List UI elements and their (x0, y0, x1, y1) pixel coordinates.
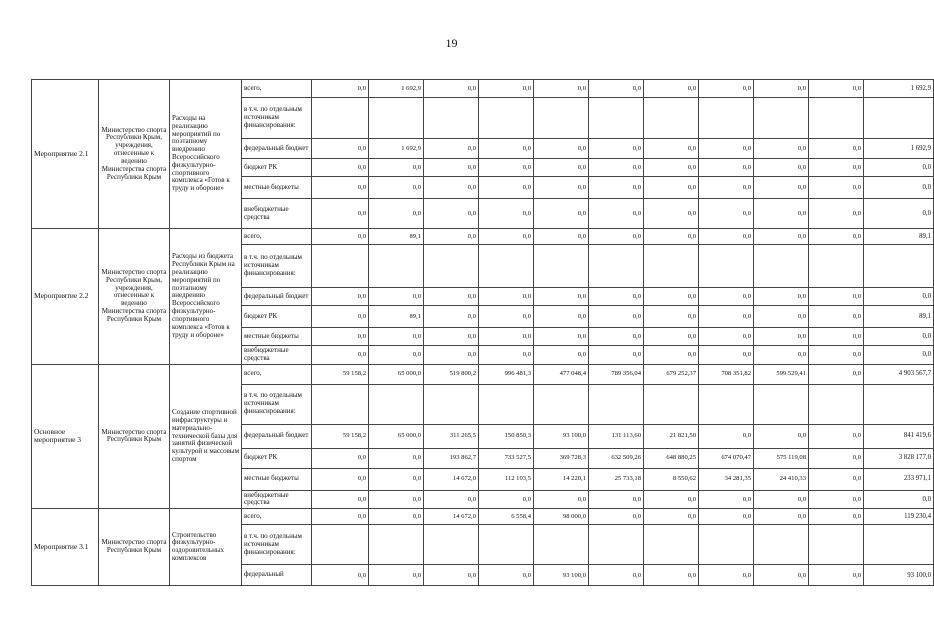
amount-cell: 0,0 (312, 468, 369, 490)
amount-cell: 0,0 (312, 448, 369, 468)
amount-cell: 0,0 (479, 288, 534, 306)
amount-cell: 0,0 (534, 139, 589, 159)
amount-cell: 0,0 (369, 490, 424, 509)
amount-cell: 599 529,41 (754, 364, 809, 384)
amount-cell: 0,0 (809, 448, 864, 468)
amount-cell (369, 98, 424, 139)
amount-cell (589, 384, 644, 424)
amount-cell: 0,0 (809, 565, 864, 586)
amount-cell: 0,0 (809, 346, 864, 365)
amount-cell: 708 351,82 (699, 364, 754, 384)
amount-cell: 0,0 (754, 328, 809, 346)
amount-cell: 98 000,0 (534, 509, 589, 525)
amount-cell: 0,0 (644, 490, 699, 509)
amount-cell: 0,0 (699, 424, 754, 448)
amount-cell: 0,0 (479, 199, 534, 229)
amount-cell: 632 509,26 (589, 448, 644, 468)
amount-cell: 0,0 (424, 565, 479, 586)
amount-cell: 0,0 (369, 509, 424, 525)
amount-cell: 0,0 (534, 229, 589, 245)
amount-cell: 575 119,08 (754, 448, 809, 468)
amount-cell (479, 245, 534, 288)
amount-cell: 0,0 (699, 139, 754, 159)
amount-cell: 0,0 (534, 199, 589, 229)
amount-cell (644, 384, 699, 424)
amount-cell (589, 525, 644, 565)
total-cell: 233 971,1 (864, 468, 934, 490)
funding-source: всего, (242, 509, 312, 525)
amount-cell: 674 070,47 (699, 448, 754, 468)
amount-cell: 0,0 (754, 139, 809, 159)
amount-cell (754, 384, 809, 424)
amount-cell: 131 113,60 (589, 424, 644, 448)
amount-cell (809, 525, 864, 565)
funding-source: всего, (242, 364, 312, 384)
total-cell: 119 230,4 (864, 509, 934, 525)
total-cell: 0,0 (864, 490, 934, 509)
amount-cell: 0,0 (424, 139, 479, 159)
amount-cell: 0,0 (589, 328, 644, 346)
amount-cell: 0,0 (589, 229, 644, 245)
funding-source: федеральный бюджет (242, 139, 312, 159)
amount-cell: 193 862,7 (424, 448, 479, 468)
amount-cell: 0,0 (809, 229, 864, 245)
table-row (32, 229, 934, 245)
amount-cell: 679 252,37 (644, 364, 699, 384)
amount-cell: 0,0 (699, 80, 754, 98)
amount-cell: 0,0 (644, 565, 699, 586)
amount-cell: 0,0 (312, 80, 369, 98)
amount-cell (479, 525, 534, 565)
amount-cell: 0,0 (479, 346, 534, 365)
amount-cell: 1 692,9 (369, 139, 424, 159)
amount-cell: 0,0 (809, 490, 864, 509)
amount-cell: 59 158,2 (312, 424, 369, 448)
amount-cell: 0,0 (699, 306, 754, 328)
amount-cell: 0,0 (312, 139, 369, 159)
amount-cell (699, 245, 754, 288)
amount-cell: 0,0 (312, 159, 369, 177)
amount-cell (534, 98, 589, 139)
amount-cell: 0,0 (644, 346, 699, 365)
amount-cell: 0,0 (369, 448, 424, 468)
total-cell (864, 384, 934, 424)
amount-cell: 0,0 (699, 565, 754, 586)
amount-cell: 0,0 (589, 159, 644, 177)
amount-cell: 6 558,4 (479, 509, 534, 525)
total-cell: 1 692,9 (864, 80, 934, 98)
amount-cell: 0,0 (369, 159, 424, 177)
item-description: Расходы на реализацию мероприятий по поэтапному внедрению Всероссийского физкультурно-спортивного комплекса «Готов к труду и обороне» (170, 80, 242, 229)
funding-source: в т.ч. по отдельным источникам финансирования: (242, 525, 312, 565)
amount-cell: 0,0 (424, 490, 479, 509)
amount-cell (754, 245, 809, 288)
amount-cell: 14 220,1 (534, 468, 589, 490)
total-cell: 841 419,6 (864, 424, 934, 448)
amount-cell: 34 281,35 (699, 468, 754, 490)
amount-cell: 14 672,0 (424, 509, 479, 525)
funding-source: внебюджетные средства (242, 490, 312, 509)
amount-cell: 0,0 (754, 424, 809, 448)
amount-cell: 0,0 (369, 199, 424, 229)
amount-cell: 0,0 (754, 490, 809, 509)
amount-cell: 0,0 (479, 306, 534, 328)
responsible-executor: Министерство спорта Республики Крым (99, 364, 170, 509)
amount-cell: 150 850,3 (479, 424, 534, 448)
total-cell: 4 903 567,7 (864, 364, 934, 384)
funding-source: федеральный бюджет (242, 424, 312, 448)
amount-cell: 0,0 (424, 199, 479, 229)
amount-cell: 0,0 (369, 346, 424, 365)
amount-cell: 1 692,9 (369, 80, 424, 98)
amount-cell (312, 98, 369, 139)
funding-source: внебюджетные средства (242, 199, 312, 229)
amount-cell: 0,0 (754, 565, 809, 586)
amount-cell: 0,0 (644, 80, 699, 98)
amount-cell: 0,0 (479, 229, 534, 245)
amount-cell: 0,0 (809, 199, 864, 229)
amount-cell: 0,0 (589, 490, 644, 509)
amount-cell: 0,0 (754, 177, 809, 199)
total-cell: 0,0 (864, 328, 934, 346)
total-cell: 1 692,9 (864, 139, 934, 159)
amount-cell: 0,0 (644, 139, 699, 159)
responsible-executor: Министерство спорта Республики Крым, учреждения, отнесенные к ведению Министерства спорта Республики Крым (99, 80, 170, 229)
table-row (32, 80, 934, 98)
item-name: Основное мероприятие 3 (32, 364, 99, 509)
amount-cell: 0,0 (369, 328, 424, 346)
amount-cell: 0,0 (424, 346, 479, 365)
amount-cell (424, 98, 479, 139)
amount-cell: 14 672,0 (424, 468, 479, 490)
amount-cell: 0,0 (699, 159, 754, 177)
amount-cell (699, 98, 754, 139)
funding-source: местные бюджеты (242, 177, 312, 199)
amount-cell: 0,0 (589, 288, 644, 306)
amount-cell: 0,0 (424, 306, 479, 328)
total-cell: 89,1 (864, 229, 934, 245)
amount-cell: 0,0 (754, 80, 809, 98)
amount-cell: 0,0 (369, 288, 424, 306)
amount-cell: 0,0 (534, 346, 589, 365)
amount-cell: 0,0 (534, 80, 589, 98)
funding-source: в т.ч. по отдельным источникам финансирования: (242, 245, 312, 288)
funding-source: бюджет РК (242, 448, 312, 468)
amount-cell: 0,0 (424, 80, 479, 98)
amount-cell: 0,0 (644, 229, 699, 245)
responsible-executor: Министерство спорта Республики Крым, учреждения, отнесенные к ведению Министерства спорта Республики Крым (99, 229, 170, 365)
funding-source: в т.ч. по отдельным источникам финансирования: (242, 384, 312, 424)
amount-cell: 733 527,5 (479, 448, 534, 468)
amount-cell: 25 733,18 (589, 468, 644, 490)
funding-source: всего, (242, 229, 312, 245)
amount-cell: 0,0 (809, 288, 864, 306)
amount-cell: 0,0 (589, 80, 644, 98)
amount-cell: 0,0 (312, 490, 369, 509)
amount-cell: 0,0 (312, 565, 369, 586)
amount-cell: 0,0 (589, 565, 644, 586)
item-name: Мероприятие 2.2 (32, 229, 99, 365)
funding-source: местные бюджеты (242, 468, 312, 490)
amount-cell: 0,0 (809, 468, 864, 490)
amount-cell: 311 265,5 (424, 424, 479, 448)
amount-cell (534, 245, 589, 288)
amount-cell: 0,0 (644, 288, 699, 306)
total-cell (864, 245, 934, 288)
amount-cell: 0,0 (699, 509, 754, 525)
amount-cell: 0,0 (312, 328, 369, 346)
amount-cell (534, 525, 589, 565)
amount-cell: 0,0 (534, 328, 589, 346)
amount-cell: 0,0 (479, 139, 534, 159)
amount-cell: 0,0 (424, 229, 479, 245)
amount-cell: 996 481,3 (479, 364, 534, 384)
amount-cell: 8 550,62 (644, 468, 699, 490)
amount-cell: 0,0 (699, 346, 754, 365)
amount-cell: 0,0 (644, 177, 699, 199)
amount-cell: 0,0 (424, 328, 479, 346)
amount-cell: 93 100,0 (534, 565, 589, 586)
amount-cell: 0,0 (589, 199, 644, 229)
amount-cell: 0,0 (809, 509, 864, 525)
amount-cell (809, 384, 864, 424)
funding-source: местные бюджеты (242, 328, 312, 346)
amount-cell (479, 384, 534, 424)
amount-cell (809, 245, 864, 288)
table-row (32, 364, 934, 384)
amount-cell (312, 525, 369, 565)
total-cell: 93 100,0 (864, 565, 934, 586)
amount-cell: 0,0 (534, 288, 589, 306)
total-cell: 0,0 (864, 159, 934, 177)
amount-cell: 0,0 (644, 159, 699, 177)
funding-source: бюджет РК (242, 159, 312, 177)
amount-cell (644, 98, 699, 139)
amount-cell: 0,0 (589, 177, 644, 199)
amount-cell: 0,0 (644, 509, 699, 525)
funding-source: федеральный (242, 565, 312, 586)
amount-cell: 0,0 (589, 346, 644, 365)
amount-cell: 0,0 (754, 509, 809, 525)
item-description: Строительство физкультурно-оздоровительных комплексов (170, 509, 242, 586)
amount-cell: 0,0 (809, 159, 864, 177)
amount-cell (424, 245, 479, 288)
amount-cell: 89,1 (369, 306, 424, 328)
total-cell (864, 525, 934, 565)
amount-cell (644, 245, 699, 288)
amount-cell: 0,0 (534, 177, 589, 199)
amount-cell: 0,0 (699, 177, 754, 199)
amount-cell: 648 880,25 (644, 448, 699, 468)
total-cell: 0,0 (864, 288, 934, 306)
amount-cell: 0,0 (424, 159, 479, 177)
amount-cell: 477 048,4 (534, 364, 589, 384)
amount-cell (424, 525, 479, 565)
amount-cell: 0,0 (754, 199, 809, 229)
amount-cell: 0,0 (754, 288, 809, 306)
amount-cell (369, 525, 424, 565)
amount-cell: 369 728,3 (534, 448, 589, 468)
amount-cell (589, 98, 644, 139)
responsible-executor: Министерство спорта Республики Крым (99, 509, 170, 586)
amount-cell: 0,0 (699, 288, 754, 306)
amount-cell: 0,0 (589, 306, 644, 328)
amount-cell: 0,0 (809, 177, 864, 199)
amount-cell: 65 000,0 (369, 424, 424, 448)
amount-cell: 0,0 (644, 328, 699, 346)
amount-cell: 0,0 (809, 328, 864, 346)
total-cell: 0,0 (864, 177, 934, 199)
amount-cell: 0,0 (479, 328, 534, 346)
amount-cell: 0,0 (644, 306, 699, 328)
amount-cell (479, 98, 534, 139)
amount-cell (312, 245, 369, 288)
item-description: Создание спортивной инфраструктуры и материально-технической базы для занятий физической культурой и массовым спортом (170, 364, 242, 509)
amount-cell: 0,0 (312, 288, 369, 306)
table-row (32, 509, 934, 525)
amount-cell: 0,0 (589, 509, 644, 525)
funding-source: в т.ч. по отдельным источникам финансирования: (242, 98, 312, 139)
amount-cell: 0,0 (699, 328, 754, 346)
amount-cell: 0,0 (809, 424, 864, 448)
funding-source: внебюджетные средства (242, 346, 312, 365)
amount-cell: 0,0 (369, 468, 424, 490)
amount-cell: 0,0 (424, 288, 479, 306)
amount-cell (644, 525, 699, 565)
amount-cell: 0,0 (534, 159, 589, 177)
funding-source: всего, (242, 80, 312, 98)
amount-cell: 0,0 (424, 177, 479, 199)
item-name: Мероприятие 2.1 (32, 80, 99, 229)
page-number: 19 (445, 36, 458, 50)
item-name: Мероприятие 3.1 (32, 509, 99, 586)
amount-cell: 0,0 (479, 177, 534, 199)
amount-cell (699, 384, 754, 424)
amount-cell: 0,0 (369, 565, 424, 586)
amount-cell: 112 103,5 (479, 468, 534, 490)
amount-cell: 93 100,0 (534, 424, 589, 448)
budget-table (31, 79, 934, 586)
amount-cell: 0,0 (312, 229, 369, 245)
total-cell: 0,0 (864, 199, 934, 229)
amount-cell: 0,0 (312, 199, 369, 229)
amount-cell (369, 384, 424, 424)
amount-cell: 0,0 (312, 346, 369, 365)
amount-cell: 0,0 (479, 565, 534, 586)
amount-cell (754, 98, 809, 139)
amount-cell: 0,0 (699, 199, 754, 229)
amount-cell: 0,0 (754, 159, 809, 177)
amount-cell: 0,0 (589, 139, 644, 159)
amount-cell: 0,0 (369, 177, 424, 199)
total-cell: 89,1 (864, 306, 934, 328)
total-cell: 3 828 177,0 (864, 448, 934, 468)
amount-cell: 89,1 (369, 229, 424, 245)
item-description: Расходы из бюджета Республики Крым на реализацию мероприятий по поэтапному внедрению Всероссийского физкультурно-спортивного комплекса «Готов к труду и обороне» (170, 229, 242, 365)
amount-cell: 21 821,50 (644, 424, 699, 448)
amount-cell: 0,0 (312, 509, 369, 525)
amount-cell (369, 245, 424, 288)
amount-cell (312, 384, 369, 424)
amount-cell: 0,0 (699, 229, 754, 245)
funding-source: федеральный бюджет (242, 288, 312, 306)
amount-cell: 789 356,04 (589, 364, 644, 384)
amount-cell: 0,0 (312, 177, 369, 199)
amount-cell: 0,0 (754, 229, 809, 245)
amount-cell: 65 000,0 (369, 364, 424, 384)
amount-cell: 0,0 (479, 159, 534, 177)
amount-cell: 519 800,2 (424, 364, 479, 384)
amount-cell: 0,0 (809, 80, 864, 98)
amount-cell (534, 384, 589, 424)
amount-cell: 0,0 (754, 346, 809, 365)
amount-cell: 24 410,33 (754, 468, 809, 490)
amount-cell: 0,0 (479, 80, 534, 98)
total-cell: 0,0 (864, 346, 934, 365)
amount-cell: 0,0 (644, 199, 699, 229)
amount-cell: 0,0 (754, 306, 809, 328)
amount-cell: 0,0 (312, 306, 369, 328)
amount-cell (754, 525, 809, 565)
amount-cell: 0,0 (534, 490, 589, 509)
amount-cell: 0,0 (699, 490, 754, 509)
amount-cell: 59 158,2 (312, 364, 369, 384)
amount-cell (424, 384, 479, 424)
amount-cell: 0,0 (809, 364, 864, 384)
amount-cell (809, 98, 864, 139)
amount-cell: 0,0 (534, 306, 589, 328)
amount-cell: 0,0 (809, 139, 864, 159)
total-cell (864, 98, 934, 139)
funding-source: бюджет РК (242, 306, 312, 328)
amount-cell: 0,0 (479, 490, 534, 509)
amount-cell (699, 525, 754, 565)
amount-cell: 0,0 (809, 306, 864, 328)
amount-cell (589, 245, 644, 288)
